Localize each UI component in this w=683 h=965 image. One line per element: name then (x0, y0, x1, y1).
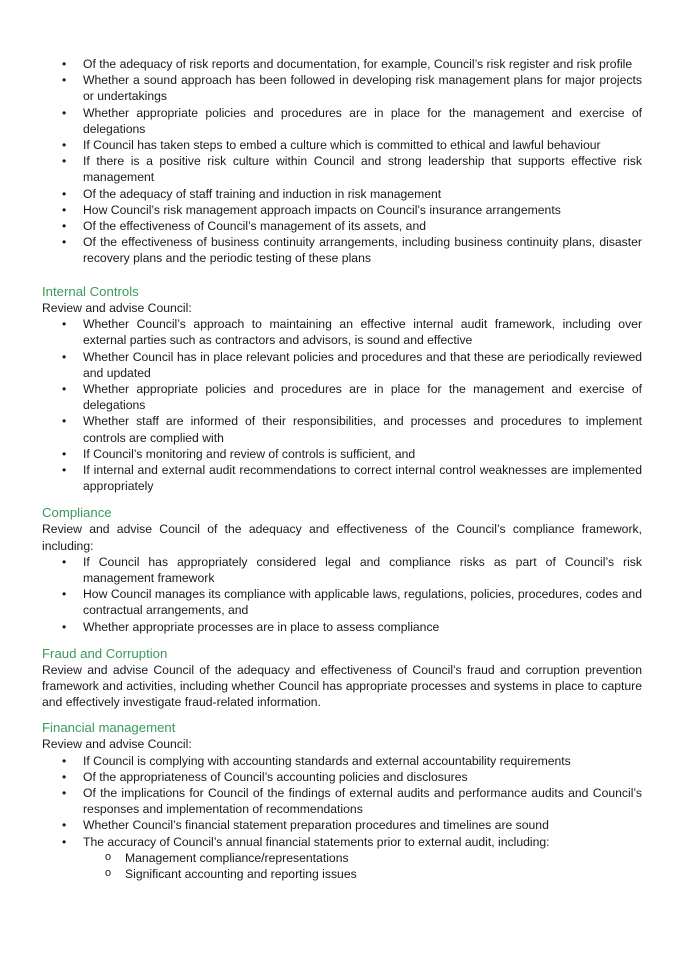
list-item: • Whether a sound approach has been followed in developing risk management plans for major projects or undertakings (83, 72, 642, 104)
list-item: • Whether appropriate policies and procedures are in place for the management and exercise of delegations (83, 381, 642, 413)
list-item: • Of the implications for Council of the findings of external audits and performance audits and Council’s responses and implementation of recommendations (83, 785, 642, 817)
internal-controls-list (0, 316, 683, 494)
list-item: • Whether appropriate processes are in place to assess compliance (83, 619, 642, 635)
list-item: • Of the effectiveness of business continuity arrangements, including business continuity plans, disaster recovery plans and the periodic testing of these plans (83, 234, 642, 266)
section-intro: Review and advise Council: (42, 301, 192, 315)
list-item: • If Council’s monitoring and review of controls is sufficient, and (83, 446, 642, 462)
list-item: • Of the adequacy of staff training and induction in risk management (83, 186, 642, 202)
sub-list-item: o Significant accounting and reporting issues (125, 866, 642, 882)
list-item: • Of the appropriateness of Council’s accounting policies and disclosures (83, 769, 642, 785)
section-intro: Review and advise Council of the adequacy and effectiveness of Council’s fraud and corruption prevention framework and activities, including whether Council has appropriate processes and systems in place to capture and effectively investigate fraud-related information. (42, 662, 642, 710)
list-item: • If Council is complying with accounting standards and external accountability requirements (83, 753, 642, 769)
list-item: • Whether Council has in place relevant policies and procedures and that these are periodically reviewed and updated (83, 349, 642, 381)
list-item: • Of the adequacy of risk reports and documentation, for example, Council’s risk register and risk profile (83, 56, 642, 72)
section-intro: Review and advise Council of the adequacy and effectiveness of the Council’s compliance framework, including: (42, 522, 642, 553)
list-item: • If internal and external audit recommendations to correct internal control weaknesses are implemented appropriately (83, 462, 642, 494)
section-intro: Review and advise Council: (42, 737, 192, 752)
section-heading-financial: Financial management (42, 720, 176, 736)
list-item-text: The accuracy of Council’s annual financial statements prior to external audit, including: (83, 834, 550, 849)
section-heading-internal-controls: Internal Controls (42, 284, 139, 299)
list-item: • If Council has taken steps to embed a culture which is committed to ethical and lawful behaviour (83, 137, 642, 153)
list-item: • Whether Council’s approach to maintaining an effective internal audit framework, including over external parties such as contractors and advisors, is sound and effective (83, 316, 642, 348)
list-item: • If there is a positive risk culture within Council and strong leadership that supports effective risk management (83, 153, 642, 185)
compliance-list (0, 554, 683, 635)
section-heading-fraud: Fraud and Corruption (42, 645, 168, 661)
section-heading-compliance: Compliance (42, 505, 112, 521)
list-item: • How Council’s risk management approach impacts on Council’s insurance arrangements (83, 202, 642, 218)
risk-management-list (0, 56, 642, 267)
document-body (0, 275, 683, 882)
list-item (83, 834, 642, 883)
list-item: • How Council manages its compliance with applicable laws, regulations, policies, procedures, codes and contractual arrangements, and (83, 586, 642, 618)
sub-list-item: o Management compliance/representations (125, 850, 642, 866)
list-item: • Whether staff are informed of their responsibilities, and processes and procedures to implement controls are complied with (83, 413, 642, 445)
list-item: • Whether appropriate policies and procedures are in place for the management and exercise of delegations (83, 105, 642, 137)
list-item: • Of the effectiveness of Council’s management of its assets, and (83, 218, 642, 234)
sub-list (83, 850, 642, 882)
financial-management-list (0, 753, 683, 883)
list-item: • Whether Council’s financial statement preparation procedures and timelines are sound (83, 817, 642, 833)
list-item: • If Council has appropriately considered legal and compliance risks as part of Council’s risk management framework (83, 554, 642, 586)
